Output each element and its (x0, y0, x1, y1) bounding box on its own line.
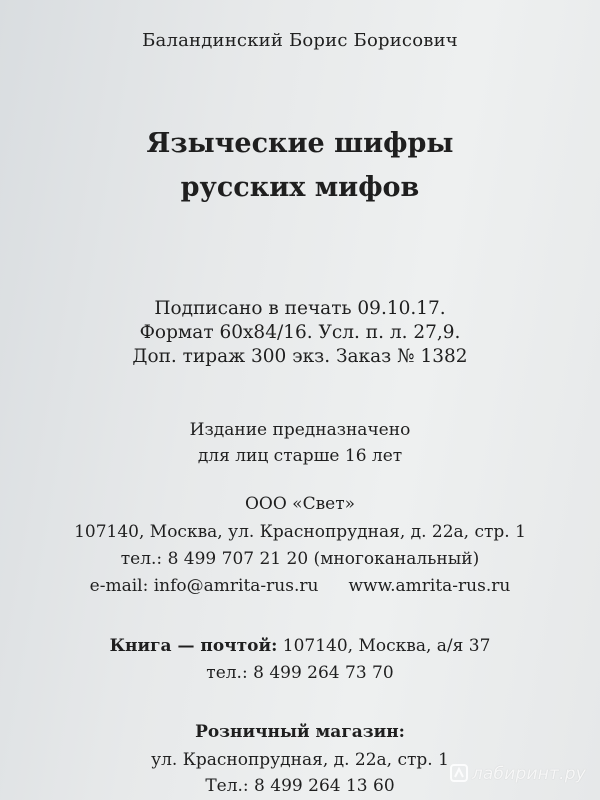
labirint-watermark (450, 764, 586, 784)
imprint-print-run: Доп. тираж 300 экз. Заказ № 1382 (132, 346, 468, 367)
age-notice-line-1: Издание предназначено (189, 420, 411, 440)
mail-order-line (0, 636, 600, 656)
mail-order-phone: тел.: 8 499 264 73 70 (206, 663, 394, 683)
imprint-signed: Подписано в печать 09.10.17. (154, 298, 446, 319)
watermark-text: лабиринт.ру (471, 764, 586, 784)
age-notice-line-2: для лиц старше 16 лет (197, 446, 403, 466)
author-name: Баландинский Борис Борисович (142, 30, 458, 51)
mail-order-label: Книга — почтой: (109, 636, 278, 656)
publisher-phone: тел.: 8 499 707 21 20 (многоканальный) (120, 549, 480, 569)
publisher-contacts (0, 576, 600, 596)
book-title-line-2: русских мифов (180, 172, 420, 203)
publisher-email: e-mail: info@amrita-rus.ru (89, 576, 319, 596)
publisher-website: www.amrita-rus.ru (348, 576, 511, 596)
labirint-logo-icon (450, 764, 468, 782)
mail-order-address: 107140, Москва, а/я 37 (277, 636, 491, 656)
shop-phone: Тел.: 8 499 264 13 60 (205, 776, 395, 796)
book-title-line-1: Языческие шифры (146, 128, 454, 159)
publisher-address: 107140, Москва, ул. Краснопрудная, д. 22а, стр. 1 (74, 522, 526, 542)
shop-address: ул. Краснопрудная, д. 22а, стр. 1 (151, 750, 449, 770)
publisher-name: ООО «Свет» (244, 494, 356, 514)
imprint-format: Формат 60x84/16. Усл. п. л. 27,9. (139, 322, 461, 343)
shop-label: Розничный магазин: (195, 722, 405, 742)
